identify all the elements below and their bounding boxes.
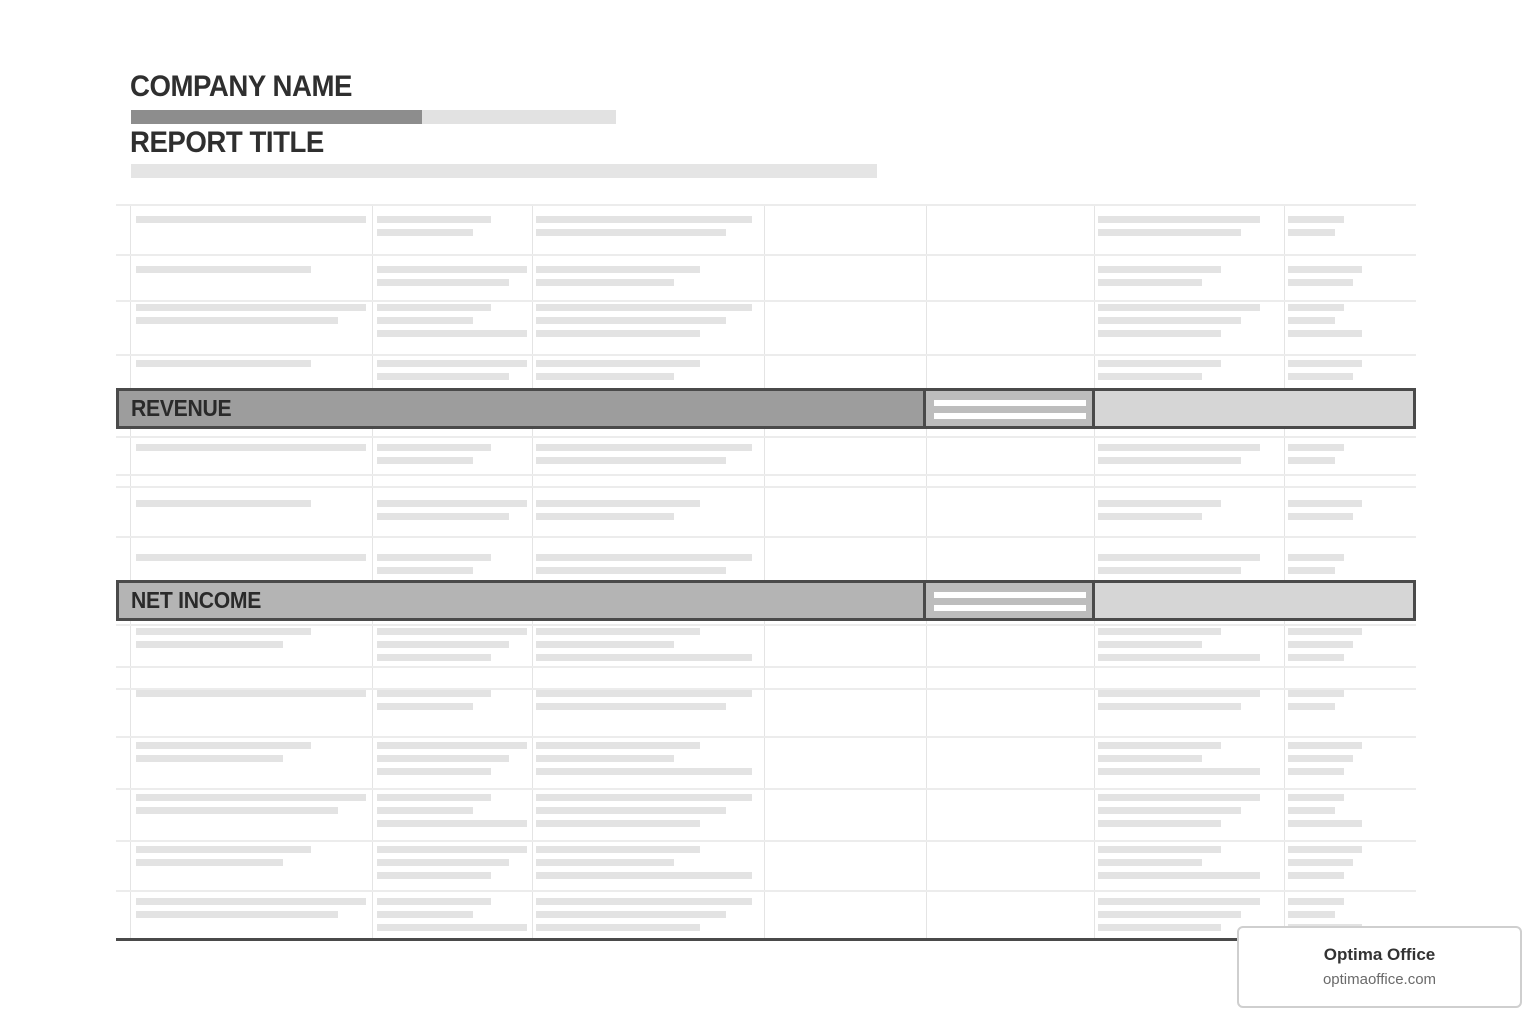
text-placeholder xyxy=(1288,703,1335,710)
revenue-row xyxy=(116,388,1416,429)
net-income-extra-cell xyxy=(1092,580,1416,621)
grid-row-line xyxy=(116,788,1416,790)
text-placeholder xyxy=(377,807,473,814)
text-placeholder xyxy=(1098,229,1241,236)
text-placeholder xyxy=(136,444,366,451)
net-income-row xyxy=(116,580,1416,621)
text-placeholder xyxy=(377,703,473,710)
value-placeholder xyxy=(934,400,1086,406)
text-placeholder xyxy=(136,641,283,648)
text-placeholder xyxy=(536,216,752,223)
grid-row-line xyxy=(116,536,1416,538)
text-placeholder xyxy=(1288,317,1335,324)
text-placeholder xyxy=(1098,279,1202,286)
text-placeholder xyxy=(377,500,527,507)
revenue-value-cell xyxy=(923,388,1095,429)
text-placeholder xyxy=(536,457,726,464)
net-income-label: NET INCOME xyxy=(131,587,262,613)
text-placeholder xyxy=(136,628,311,635)
text-placeholder xyxy=(536,554,752,561)
text-placeholder xyxy=(1098,872,1260,879)
title-progress-bar xyxy=(131,110,616,124)
text-placeholder xyxy=(1098,898,1260,905)
text-placeholder xyxy=(1098,444,1260,451)
text-placeholder xyxy=(1288,513,1353,520)
text-placeholder xyxy=(1098,513,1202,520)
text-placeholder xyxy=(377,279,509,286)
text-placeholder xyxy=(136,690,366,697)
grid-row-line xyxy=(116,624,1416,626)
text-placeholder xyxy=(1288,911,1335,918)
subtitle-placeholder xyxy=(131,164,877,178)
text-placeholder xyxy=(1098,807,1241,814)
text-placeholder xyxy=(1098,330,1221,337)
text-placeholder xyxy=(136,859,283,866)
text-placeholder xyxy=(1098,266,1221,273)
text-placeholder xyxy=(136,554,366,561)
grid-column-line xyxy=(130,204,131,940)
text-placeholder xyxy=(536,444,752,451)
text-placeholder xyxy=(377,304,491,311)
text-placeholder xyxy=(1098,820,1221,827)
text-placeholder xyxy=(136,500,311,507)
text-placeholder xyxy=(1098,628,1221,635)
text-placeholder xyxy=(1098,703,1241,710)
text-placeholder xyxy=(536,794,752,801)
grid-column-line xyxy=(1284,204,1285,940)
text-placeholder xyxy=(377,513,509,520)
text-placeholder xyxy=(536,628,700,635)
text-placeholder xyxy=(377,911,473,918)
grid-column-line xyxy=(1094,204,1095,940)
value-placeholder xyxy=(934,592,1086,598)
text-placeholder xyxy=(1288,742,1362,749)
text-placeholder xyxy=(1288,266,1362,273)
text-placeholder xyxy=(536,703,726,710)
text-placeholder xyxy=(536,846,700,853)
text-placeholder xyxy=(1288,898,1344,905)
grid-column-line xyxy=(926,204,927,940)
net-income-value-cell xyxy=(923,580,1095,621)
text-placeholder xyxy=(377,373,509,380)
text-placeholder xyxy=(377,229,473,236)
text-placeholder xyxy=(377,266,527,273)
text-placeholder xyxy=(1288,872,1344,879)
text-placeholder xyxy=(136,846,311,853)
text-placeholder xyxy=(1098,373,1202,380)
title-progress-fill xyxy=(131,110,422,124)
text-placeholder xyxy=(136,742,311,749)
text-placeholder xyxy=(1098,768,1260,775)
text-placeholder xyxy=(377,641,509,648)
text-placeholder xyxy=(1098,859,1202,866)
text-placeholder xyxy=(377,755,509,762)
brand-card xyxy=(1237,926,1522,1008)
text-placeholder xyxy=(1288,279,1353,286)
text-placeholder xyxy=(536,360,700,367)
text-placeholder xyxy=(1288,755,1353,762)
text-placeholder xyxy=(377,444,491,451)
text-placeholder xyxy=(377,654,491,661)
text-placeholder xyxy=(1288,304,1344,311)
text-placeholder xyxy=(536,304,752,311)
text-placeholder xyxy=(1098,360,1221,367)
text-placeholder xyxy=(536,500,700,507)
brand-url: optimaoffice.com xyxy=(1322,971,1437,988)
text-placeholder xyxy=(536,654,752,661)
text-placeholder xyxy=(1288,554,1344,561)
text-placeholder xyxy=(136,360,311,367)
text-placeholder xyxy=(377,820,527,827)
grid-column-line xyxy=(372,204,373,940)
text-placeholder xyxy=(1098,641,1202,648)
text-placeholder xyxy=(1098,500,1221,507)
text-placeholder xyxy=(377,742,527,749)
text-placeholder xyxy=(1288,807,1335,814)
grid-row-line xyxy=(116,666,1416,668)
text-placeholder xyxy=(536,266,700,273)
value-placeholder xyxy=(934,413,1086,419)
text-placeholder xyxy=(377,567,473,574)
text-placeholder xyxy=(1288,820,1362,827)
grid-row-line xyxy=(116,890,1416,892)
company-name: COMPANY NAME xyxy=(130,70,352,103)
text-placeholder xyxy=(1098,304,1260,311)
text-placeholder xyxy=(1288,229,1335,236)
text-placeholder xyxy=(536,807,726,814)
grid-row-line xyxy=(116,736,1416,738)
text-placeholder xyxy=(136,755,283,762)
text-placeholder xyxy=(536,872,752,879)
text-placeholder xyxy=(1288,360,1362,367)
grid-row-line xyxy=(116,254,1416,256)
grid-row-line xyxy=(116,300,1416,302)
text-placeholder xyxy=(136,898,366,905)
text-placeholder xyxy=(1288,768,1344,775)
text-placeholder xyxy=(536,513,674,520)
text-placeholder xyxy=(1098,567,1241,574)
report-table xyxy=(116,204,1416,942)
text-placeholder xyxy=(1288,641,1353,648)
text-placeholder xyxy=(377,872,491,879)
text-placeholder xyxy=(536,373,674,380)
text-placeholder xyxy=(377,768,491,775)
text-placeholder xyxy=(1288,457,1335,464)
text-placeholder xyxy=(136,794,366,801)
revenue-label-cell xyxy=(116,388,926,429)
text-placeholder xyxy=(377,794,491,801)
text-placeholder xyxy=(1098,924,1221,931)
text-placeholder xyxy=(1098,654,1260,661)
text-placeholder xyxy=(136,216,366,223)
text-placeholder xyxy=(1288,794,1344,801)
text-placeholder xyxy=(536,768,752,775)
text-placeholder xyxy=(536,742,700,749)
text-placeholder xyxy=(1288,690,1344,697)
text-placeholder xyxy=(1288,654,1344,661)
text-placeholder xyxy=(377,690,491,697)
text-placeholder xyxy=(1098,690,1260,697)
text-placeholder xyxy=(1288,859,1353,866)
text-placeholder xyxy=(377,457,473,464)
text-placeholder xyxy=(136,266,311,273)
net-income-label-cell xyxy=(116,580,926,621)
text-placeholder xyxy=(377,924,527,931)
grid-column-line xyxy=(532,204,533,940)
text-placeholder xyxy=(536,755,674,762)
text-placeholder xyxy=(1098,911,1241,918)
text-placeholder xyxy=(536,911,726,918)
grid-row-line xyxy=(116,840,1416,842)
text-placeholder xyxy=(1098,846,1221,853)
text-placeholder xyxy=(1098,216,1260,223)
text-placeholder xyxy=(377,898,491,905)
text-placeholder xyxy=(536,924,700,931)
text-placeholder xyxy=(136,304,366,311)
text-placeholder xyxy=(377,330,527,337)
text-placeholder xyxy=(536,317,726,324)
value-placeholder xyxy=(934,605,1086,611)
text-placeholder xyxy=(377,554,491,561)
text-placeholder xyxy=(1288,444,1344,451)
text-placeholder xyxy=(1288,846,1362,853)
text-placeholder xyxy=(1288,216,1344,223)
text-placeholder xyxy=(1098,755,1202,762)
text-placeholder xyxy=(1288,500,1362,507)
revenue-label: REVENUE xyxy=(131,395,232,421)
text-placeholder xyxy=(1288,330,1362,337)
text-placeholder xyxy=(377,628,527,635)
text-placeholder xyxy=(1288,373,1353,380)
text-placeholder xyxy=(1288,567,1335,574)
text-placeholder xyxy=(536,229,726,236)
text-placeholder xyxy=(536,690,752,697)
text-placeholder xyxy=(536,859,674,866)
text-placeholder xyxy=(1098,317,1241,324)
text-placeholder xyxy=(536,820,700,827)
grid-row-line xyxy=(116,204,1416,206)
text-placeholder xyxy=(136,317,338,324)
text-placeholder xyxy=(536,898,752,905)
grid-row-line xyxy=(116,436,1416,438)
text-placeholder xyxy=(1098,742,1221,749)
text-placeholder xyxy=(377,846,527,853)
text-placeholder xyxy=(377,317,473,324)
text-placeholder xyxy=(1288,628,1362,635)
text-placeholder xyxy=(136,807,338,814)
grid-row-line xyxy=(116,486,1416,488)
text-placeholder xyxy=(377,859,509,866)
text-placeholder xyxy=(1098,554,1260,561)
text-placeholder xyxy=(536,567,726,574)
grid-row-line xyxy=(116,354,1416,356)
table-bottom-rule xyxy=(116,938,1246,941)
brand-name: Optima Office xyxy=(1323,945,1436,964)
text-placeholder xyxy=(377,216,491,223)
text-placeholder xyxy=(1098,794,1260,801)
grid-column-line xyxy=(764,204,765,940)
text-placeholder xyxy=(1098,457,1241,464)
revenue-extra-cell xyxy=(1092,388,1416,429)
text-placeholder xyxy=(136,911,338,918)
report-title: REPORT TITLE xyxy=(130,126,324,159)
text-placeholder xyxy=(536,279,674,286)
grid-row-line xyxy=(116,474,1416,476)
text-placeholder xyxy=(536,641,674,648)
text-placeholder xyxy=(536,330,700,337)
text-placeholder xyxy=(377,360,527,367)
